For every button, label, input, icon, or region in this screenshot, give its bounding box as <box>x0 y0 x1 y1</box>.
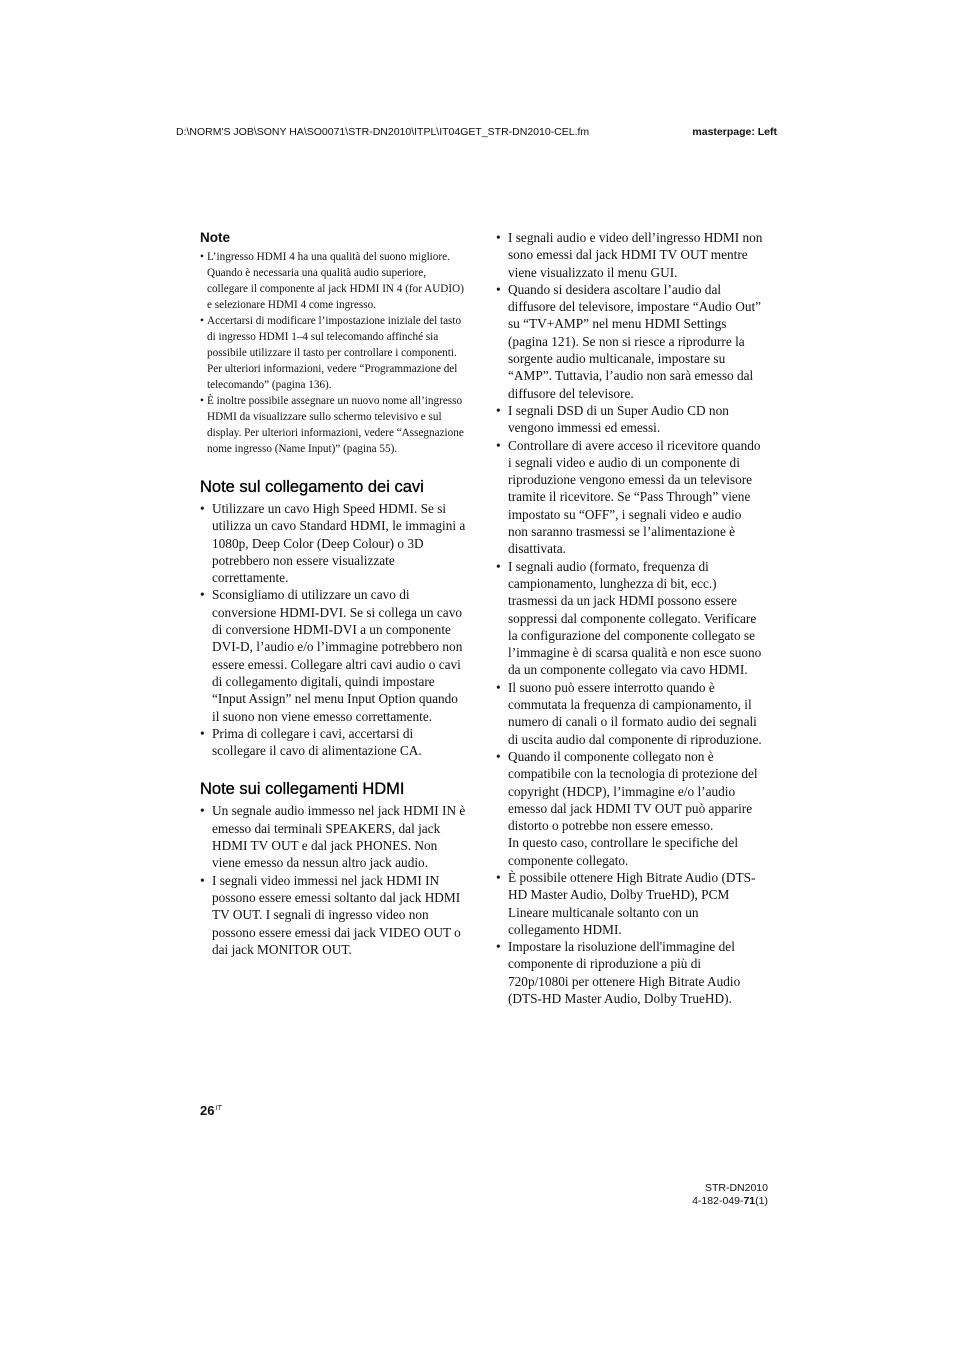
list-item: • Quando si desidera ascoltare l’audio dal diffusore del televisore, impostare “Audio Out” su “TV+AMP” nel menu HDMI Settings (pagina 121). Se non si riesce a riprodurre la sorgente audio multicanale, impostare su “AMP”. Tuttavia, l’audio non sarà emesso dal diffusore del televisore. <box>496 281 764 402</box>
page-number-suffix: IT <box>215 1105 222 1112</box>
list-item: • Sconsigliamo di utilizzare un cavo di conversione HDMI-DVI. Se si collega un cavo di conversione HDMI-DVI a un componente DVI-D, l’audio e/o l’immagine potrebbero non essere emessi. Collegare altri cavi audio o cavi di collegamento digitali, quindi impostare “Input Assign” nel menu Input Option quando il suono non viene emesso correttamente. <box>200 586 466 724</box>
list-item: • Utilizzare un cavo High Speed HDMI. Se si utilizza un cavo Standard HDMI, le immagini a 1080p, Deep Color (Deep Colour) o 3D potrebbero non essere visualizzate correttamente. <box>200 500 466 586</box>
right-column <box>496 229 764 1007</box>
list-item: • I segnali audio e video dell’ingresso HDMI non sono emessi dal jack HDMI TV OUT mentre viene visualizzato il menu GUI. <box>496 229 764 281</box>
note-list <box>200 249 466 457</box>
page-number-value: 26 <box>200 1103 215 1118</box>
note-item: • È inoltre possibile assegnare un nuovo nome all’ingresso HDMI da visualizzare sullo schermo televisivo e sul display. Per ulteriori informazioni, vedere “Assegnazione nome ingresso (Name Input)” (pagina 55). <box>200 393 466 457</box>
list-item: • I segnali audio (formato, frequenza di campionamento, lunghezza di bit, ecc.) trasmessi da un jack HDMI possono essere soppressi dal componente collegato. Verificare la configurazione del componente collegato se l’immagine è di scarsa qualità e non esce suono da un componente collegato via cavo HDMI. <box>496 558 764 679</box>
header-masterpage: masterpage: Left <box>692 126 777 138</box>
list-item: • Impostare la risoluzione dell'immagine del componente di riproduzione a più di 720p/1080i per ottenere High Bitrate Audio (DTS-HD Master Audio, Dolby TrueHD). <box>496 938 764 1007</box>
cables-list <box>200 500 466 759</box>
list-item: • Un segnale audio immesso nel jack HDMI IN è emesso dai terminali SPEAKERS, dal jack HDMI TV OUT e dal jack PHONES. Non viene emesso da nessun altro jack audio. <box>200 802 466 871</box>
footer-model: STR-DN2010 <box>704 1182 768 1194</box>
list-item: • È possibile ottenere High Bitrate Audio (DTS-HD Master Audio, Dolby TrueHD), PCM Lineare multicanale soltanto con un collegamento HDMI. <box>496 869 764 938</box>
page-number <box>200 1103 222 1118</box>
list-item: • I segnali video immessi nel jack HDMI IN possono essere emessi soltanto dal jack HDMI TV OUT. I segnali di ingresso video non possono essere emessi dai jack VIDEO OUT o dai jack MONITOR OUT. <box>200 872 466 958</box>
section-title-cables: Note sul collegamento dei cavi <box>200 478 424 496</box>
footer-code-bold: 71 <box>743 1195 756 1207</box>
footer-code <box>692 1195 768 1208</box>
footer-code-suffix: (1) <box>755 1195 768 1207</box>
note-item: • Accertarsi di modificare l’impostazione iniziale del tasto di ingresso HDMI 1–4 sul telecomando affinché sia possibile utilizzare il tasto per controllare i componenti. Per ulteriori informazioni, vedere “Programmazione del telecomando” (pagina 136). <box>200 313 466 393</box>
list-item: • Controllare di avere acceso il ricevitore quando i segnali video e audio di un componente di riproduzione vengono emessi da un televisore tramite il ricevitore. Se “Pass Through” viene impostato su “OFF”, i segnali video e audio non saranno trasmessi se l’alimentazione è disattivata. <box>496 437 764 558</box>
hdmi-list-continued <box>496 229 764 1007</box>
left-column <box>200 229 466 958</box>
note-item: • L’ingresso HDMI 4 ha una qualità del suono migliore. Quando è necessaria una qualità audio superiore, collegare il componente al jack HDMI IN 4 (for AUDIO) e selezionare HDMI 4 come ingresso. <box>200 249 466 313</box>
footer-model-code <box>692 1182 768 1208</box>
hdmi-list <box>200 802 466 958</box>
note-title: Note <box>200 230 230 245</box>
list-item: • I segnali DSD di un Super Audio CD non vengono immessi ed emessi. <box>496 402 764 437</box>
list-item: • Il suono può essere interrotto quando è commutata la frequenza di campionamento, il numero di canali o il formato audio dei segnali di uscita audio dal componente di riproduzione. <box>496 679 764 748</box>
section-title-hdmi: Note sui collegamenti HDMI <box>200 780 405 799</box>
list-item: • Quando il componente collegato non è compatibile con la tecnologia di protezione del copyright (HDCP), l’immagine e/o l’audio emesso dal jack HDMI TV OUT può apparire distorto o potrebbe non essere emesso. In questo caso, controllare le specifiche del componente collegato. <box>496 748 764 869</box>
header-file-path: D:\NORM'S JOB\SONY HA\SO0071\STR-DN2010\ITPL\IT04GET_STR-DN2010-CEL.fm <box>176 126 590 138</box>
list-item: • Prima di collegare i cavi, accertarsi di scollegare il cavo di alimentazione CA. <box>200 725 466 760</box>
footer-code-prefix: 4-182-049- <box>692 1195 744 1207</box>
